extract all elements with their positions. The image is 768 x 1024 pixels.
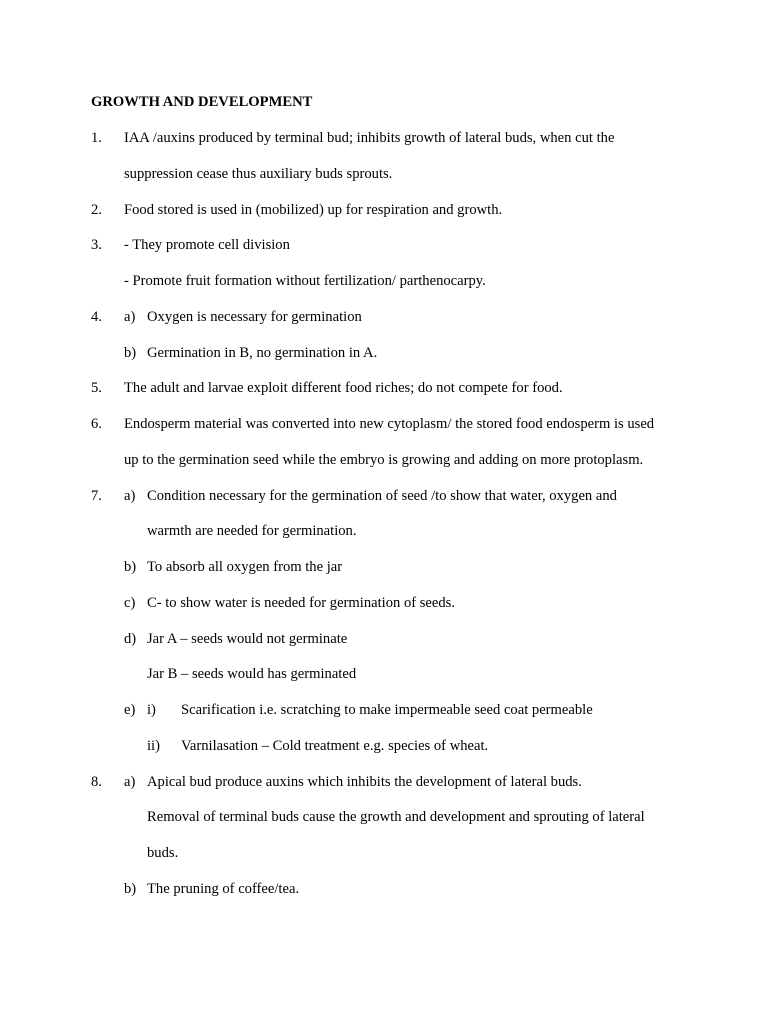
sub-item-letter: a) (124, 487, 136, 504)
sub-item-letter: b) (124, 880, 137, 897)
sub-item-text: Jar B – seeds would has germinated (147, 666, 357, 683)
sub-item-letter: a) (124, 773, 136, 790)
sub-item-letter: a) (124, 308, 136, 325)
sub-item-letter: d) (124, 630, 137, 647)
page-title: GROWTH AND DEVELOPMENT (91, 94, 313, 110)
sub-item-text: Jar A – seeds would not germinate (147, 630, 348, 647)
sub-item-letter: e) (124, 702, 136, 718)
sub-item-text: Condition necessary for the germination of seed /to show that water, oxygen and (147, 487, 617, 504)
sub-item-text: Removal of terminal buds cause the growth and development and sprouting of lateral (147, 809, 645, 826)
item-text: IAA /auxins produced by terminal bud; inhibits growth of lateral buds, when cut the (124, 130, 615, 146)
item-number: 8. (91, 773, 102, 790)
roman-numeral: ii) (147, 737, 160, 754)
sub-item-text: warmth are needed for germination. (147, 523, 357, 540)
roman-numeral: i) (147, 702, 156, 718)
item-text: suppression cease thus auxiliary buds sprouts. (124, 165, 393, 182)
item-text: up to the germination seed while the embryo is growing and adding on more protoplasm. (124, 451, 644, 468)
roman-item-text: Varnilasation – Cold treatment e.g. species of wheat. (181, 737, 489, 754)
item-number: 4. (91, 308, 102, 325)
item-text: - They promote cell division (124, 237, 290, 254)
item-text: Endosperm material was converted into new cytoplasm/ the stored food endosperm is used (124, 416, 655, 432)
item-text: - Promote fruit formation without fertilization/ parthenocarpy. (124, 273, 486, 289)
item-number: 5. (91, 380, 102, 397)
sub-item-text: C- to show water is needed for germination of seeds. (147, 594, 456, 611)
sub-item-letter: b) (124, 559, 137, 575)
roman-item-text: Scarification i.e. scratching to make impermeable seed coat permeable (181, 702, 593, 718)
sub-item-text: buds. (147, 845, 179, 861)
sub-item-text: Germination in B, no germination in A. (147, 344, 378, 361)
item-number: 7. (91, 487, 102, 504)
sub-item-letter: b) (124, 344, 137, 361)
item-number: 1. (91, 130, 102, 146)
item-text: The adult and larvae exploit different food riches; do not compete for food. (124, 380, 563, 397)
sub-item-text: Apical bud produce auxins which inhibits the development of lateral buds. (147, 773, 582, 790)
item-text: Food stored is used in (mobilized) up for respiration and growth. (124, 201, 503, 218)
item-number: 6. (91, 416, 102, 432)
item-number: 3. (91, 237, 102, 254)
item-number: 2. (91, 201, 102, 218)
sub-item-text: To absorb all oxygen from the jar (147, 559, 343, 575)
sub-item-text: The pruning of coffee/tea. (147, 880, 300, 897)
sub-item-letter: c) (124, 594, 136, 611)
sub-item-text: Oxygen is necessary for germination (147, 308, 362, 325)
